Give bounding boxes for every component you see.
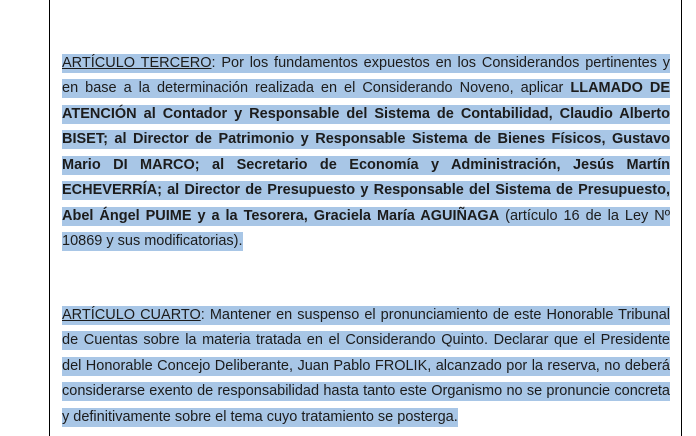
selection-highlight [62,306,670,427]
page-left-border [49,0,50,436]
article-third-tail: (artículo 16 de la Ley Nº 10869 y sus modificatorias). [62,207,670,249]
article-third-heading: ARTÍCULO TERCERO [62,54,212,71]
article-fourth-heading: ARTÍCULO CUARTO [62,306,201,323]
article-fourth-body: : Mantener en suspenso el pronunciamiento de este Honorable Tribunal de Cuentas sobre la materia tratada en el Considerando Quinto. Declarar que el Presidente del Honorable Concejo Deliberante, Juan Pablo FROLIK, alcanzado por la reserva, no deberá considerarse exento de responsabilidad hasta tanto este Organismo no se pronuncie concreta y definitivamente sobre el tema cuyo tratamiento se posterga. [62,306,671,425]
selection-highlight [62,54,670,252]
article-fourth-paragraph[interactable] [62,303,670,431]
article-third-bold-text: LLAMADO DE ATENCIÓN al Contador y Responsable del Sistema de Contabilidad, Claudio Alberto BISET; al Director de Patrimonio y Responsable Sistema de Bienes Físicos, Gustavo Mario DI MARCO; al Secretario de Economía y Administración, Jesús Martín ECHEVERRÍA; al Director de Presupuesto y Responsable del Sistema de Presupuesto, Abel Ángel PUIME y a la Tesorera, Graciela María AGUIÑAGA [62,80,670,224]
page-right-border [681,0,682,436]
article-third-paragraph[interactable] [62,51,670,255]
article-third-intro: : Por los fundamentos expuestos en los Considerandos pertinentes y en base a la determinación realizada en el Considerando Noveno, aplicar [62,54,671,96]
